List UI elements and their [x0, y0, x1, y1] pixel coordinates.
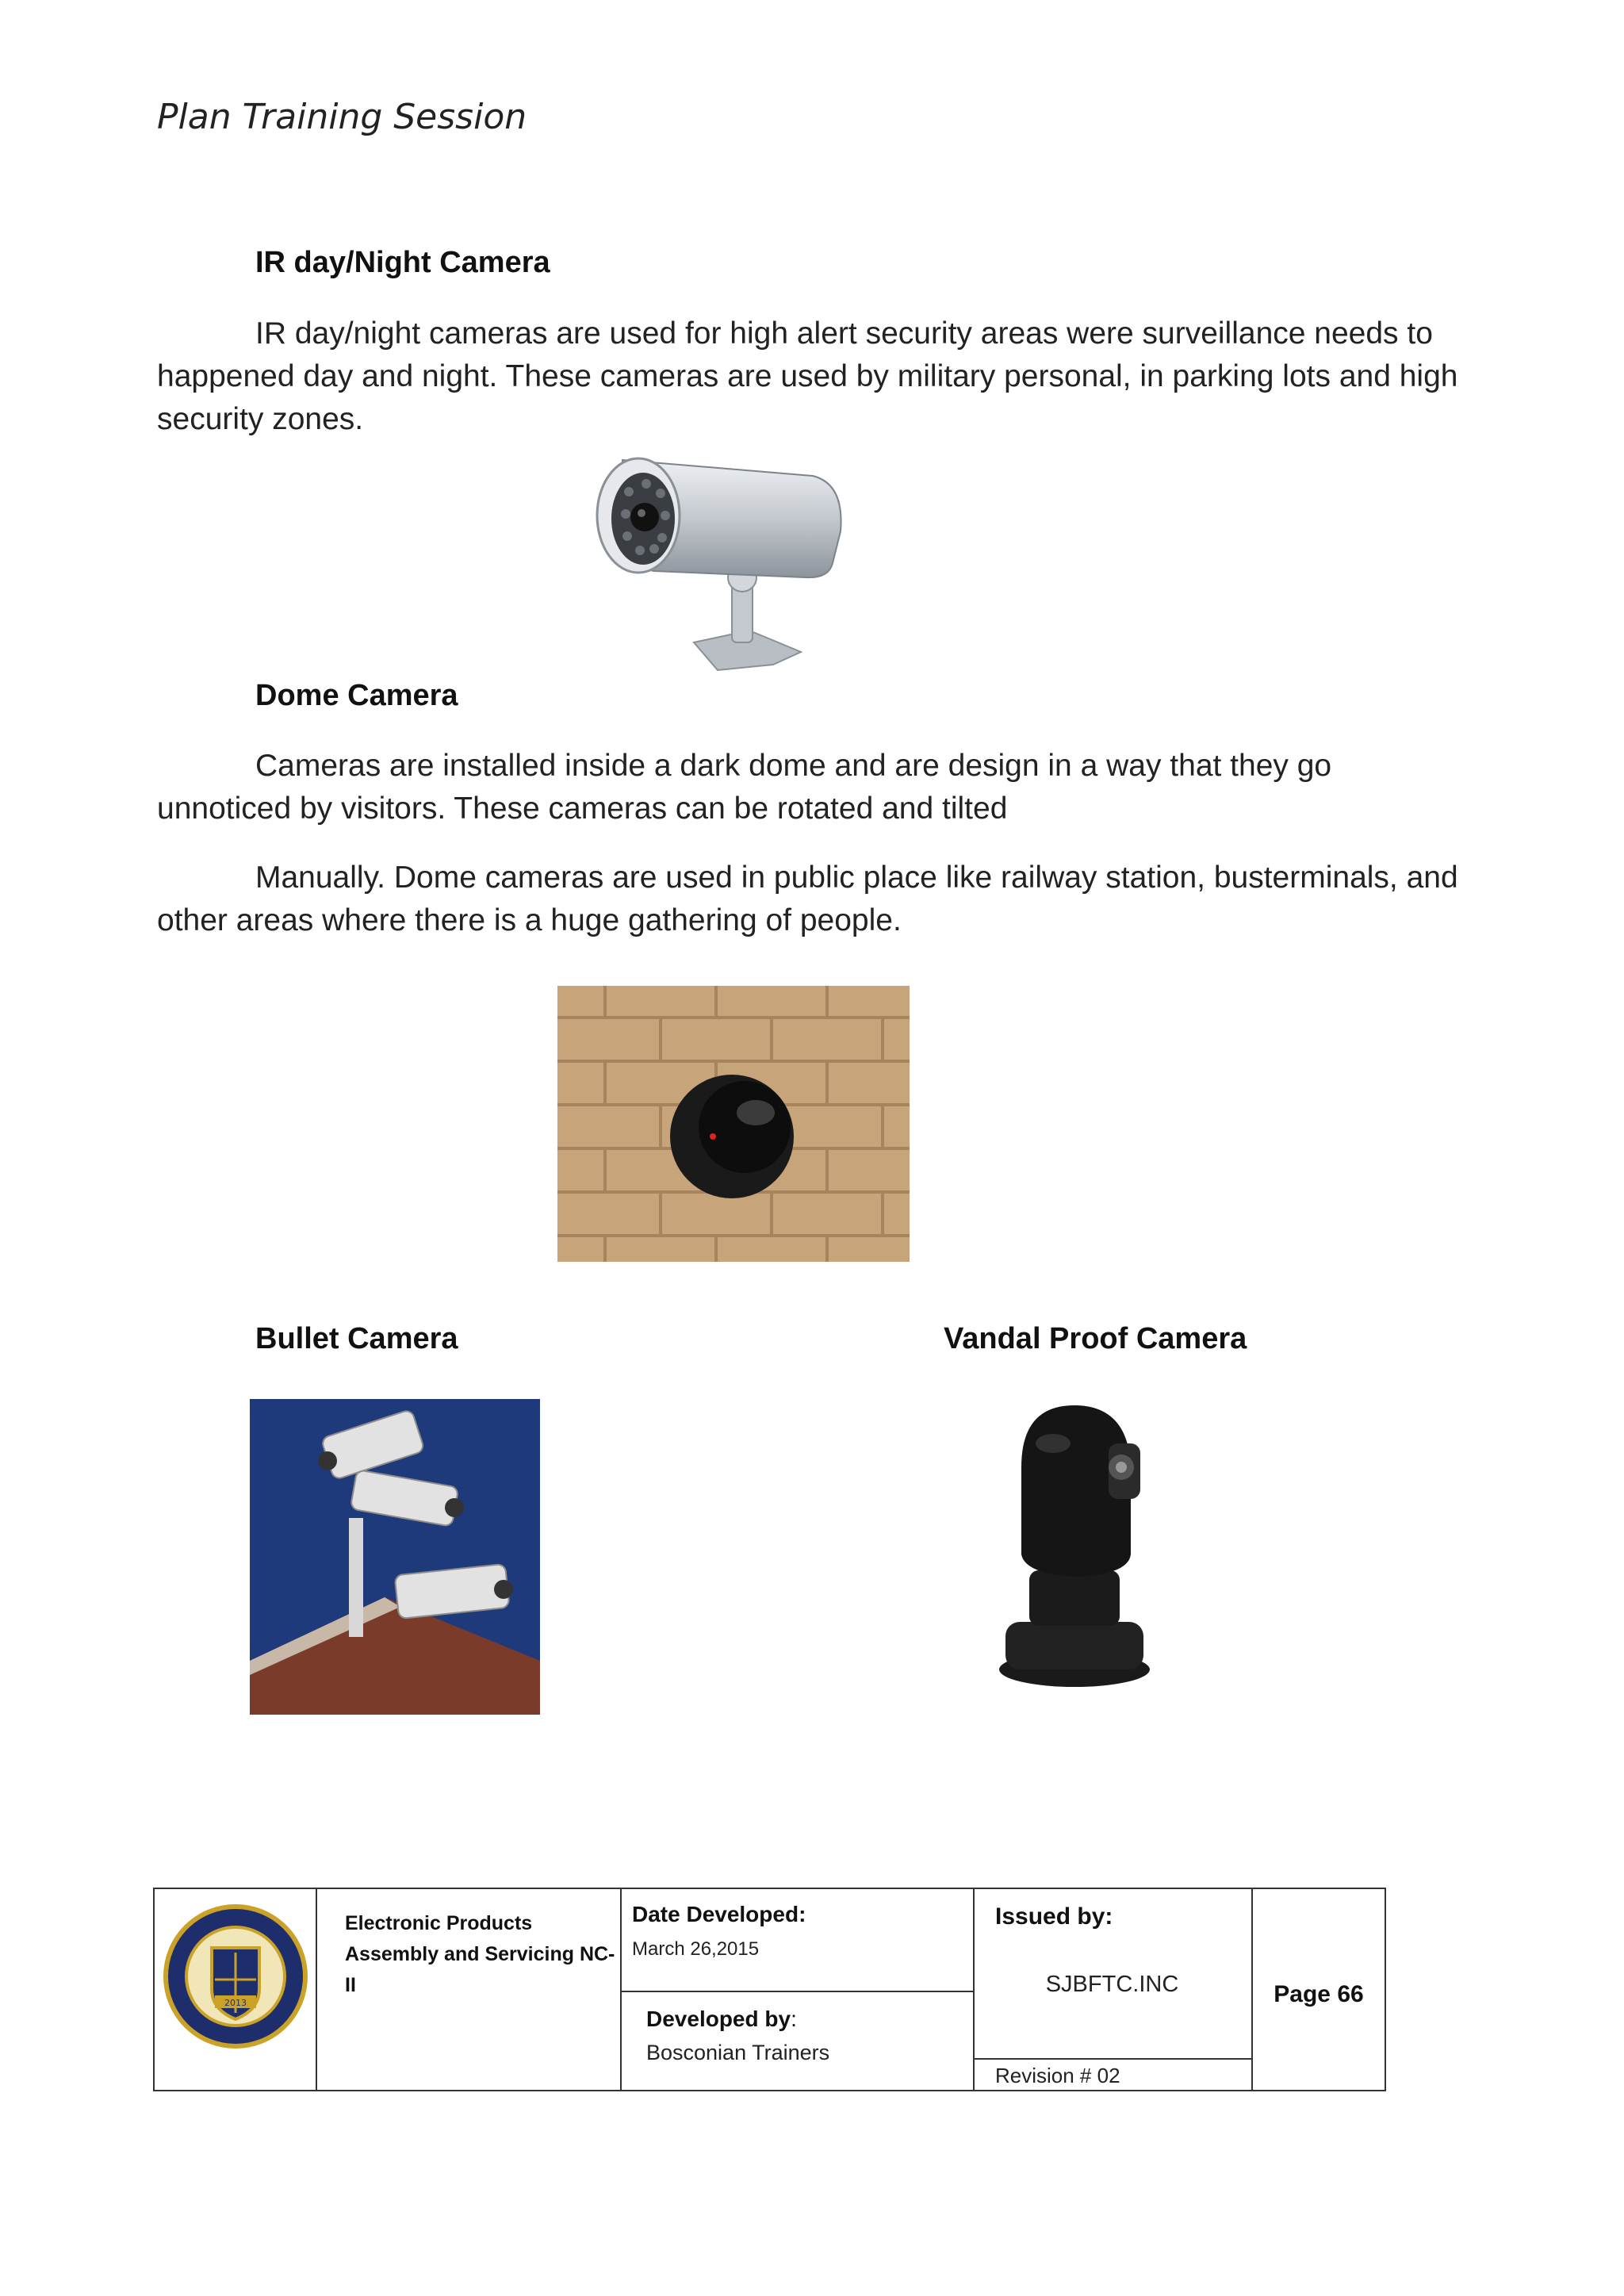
page-header-title: Plan Training Session — [157, 97, 527, 137]
document-footer — [153, 1888, 1386, 2091]
bullet-camera-image — [250, 1399, 540, 1715]
developed-by-label — [646, 2007, 797, 2032]
ir-camera-image — [591, 444, 852, 674]
dome-camera-text-1: Cameras are installed inside a dark dome and are design in a way that they go unnoticed by visitors. These cameras can be rotated and tilted — [157, 749, 1332, 826]
date-developed-label: Date Developed: — [632, 1902, 806, 1926]
ir-camera-heading: IR day/Night Camera — [255, 246, 550, 279]
ir-camera-text: IR day/night cameras are used for high alert security areas were surveillance needs to happened day and night. These cameras are used by military personal, in parking lots and high security zones. — [157, 316, 1458, 436]
developed-by-value: Bosconian Trainers — [646, 2041, 830, 2064]
issued-by-label: Issued by: — [995, 1903, 1113, 1930]
vandal-camera-heading: Vandal Proof Camera — [944, 1322, 1247, 1355]
course-name — [345, 1908, 615, 2001]
developed-by-label-text: Developed by — [646, 2007, 791, 2031]
dome-camera-text-2: Manually. Dome cameras are used in public place like railway station, busterminals, and other areas where there is a huge gathering of people. — [157, 861, 1458, 937]
date-developed-value: March 26,2015 — [632, 1938, 760, 1960]
issued-by-value: SJBFTC.INC — [1045, 1972, 1179, 1997]
svg-text:2013: 2013 — [224, 1998, 247, 2008]
dome-camera-heading: Dome Camera — [255, 679, 458, 712]
dome-camera-paragraph-2 — [157, 857, 1473, 942]
bullet-camera-heading: Bullet Camera — [255, 1322, 458, 1355]
revision-number: Revision # 02 — [995, 2064, 1120, 2087]
ir-camera-paragraph — [157, 312, 1473, 441]
vandal-camera-image — [990, 1396, 1159, 1696]
developed-by-colon: : — [791, 2007, 797, 2031]
course-name-line-2: Assembly and Servicing NC- — [345, 1943, 615, 1965]
course-name-line-3: II — [345, 1974, 356, 1996]
school-seal-logo — [163, 1903, 308, 2049]
dome-camera-image — [557, 986, 910, 1262]
page-number: Page 66 — [1274, 1981, 1364, 2007]
dome-camera-paragraph-1 — [157, 745, 1473, 830]
course-name-line-1: Electronic Products — [345, 1912, 533, 1934]
